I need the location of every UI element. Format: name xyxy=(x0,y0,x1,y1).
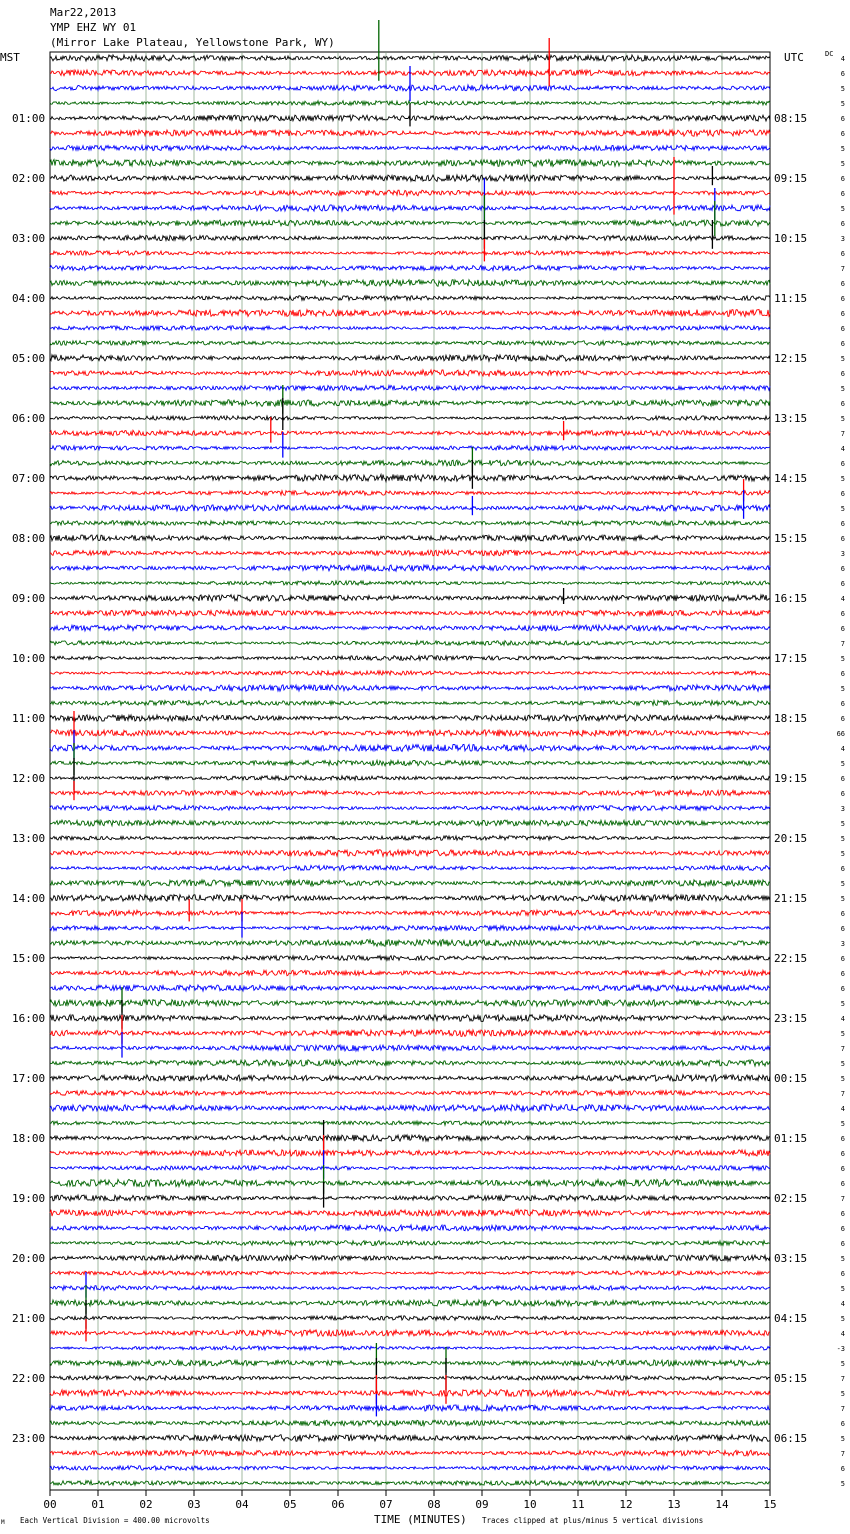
trace-line xyxy=(50,1420,770,1426)
header-date: Mar22,2013 xyxy=(50,6,117,19)
dc-offset-label: 5 xyxy=(840,1435,845,1443)
dc-offset-label: 6 xyxy=(840,1270,845,1278)
dc-offset-label: 7 xyxy=(840,1090,845,1098)
trace-line xyxy=(50,610,770,616)
left-hour-label: 05:00 xyxy=(12,352,46,365)
left-hour-label: 11:00 xyxy=(12,712,46,725)
trace-line xyxy=(50,430,770,435)
left-hour-label: 02:00 xyxy=(12,172,46,185)
dc-offset-label: 5 xyxy=(840,835,845,843)
dc-offset-label: 6 xyxy=(840,700,845,708)
dc-offset-label: 5 xyxy=(840,205,845,213)
dc-offset-label: 5 xyxy=(840,880,845,888)
dc-offset-label: 5 xyxy=(840,1480,845,1488)
dc-offset-labels xyxy=(837,55,845,1488)
trace-line xyxy=(50,1390,770,1397)
dc-offset-label: 5 xyxy=(840,1285,845,1293)
dc-offset-label: 5 xyxy=(840,685,845,693)
trace-line xyxy=(50,701,770,706)
dc-offset-label: 5 xyxy=(840,85,845,93)
dc-offset-label: 6 xyxy=(840,1420,845,1428)
trace-line xyxy=(50,296,770,301)
dc-offset-label: 4 xyxy=(840,1300,845,1308)
trace-line xyxy=(50,1241,770,1246)
dc-offset-label: 6 xyxy=(840,775,845,783)
right-hour-label: 02:15 xyxy=(774,1192,808,1205)
left-hour-label: 03:00 xyxy=(12,232,46,245)
dc-offset-label: 4 xyxy=(840,1015,845,1023)
trace-line xyxy=(50,744,770,751)
dc-offset-label: 6 xyxy=(840,520,845,528)
dc-offset-label: 5 xyxy=(840,850,845,858)
trace-line xyxy=(50,1210,770,1217)
trace-line xyxy=(50,341,770,345)
dc-offset-label: 6 xyxy=(840,1240,845,1248)
trace-line xyxy=(50,1271,770,1275)
trace-line xyxy=(50,671,770,675)
trace-line xyxy=(50,1481,770,1486)
right-hour-label: 10:15 xyxy=(774,232,808,245)
left-hour-label: 16:00 xyxy=(12,1012,46,1025)
dc-offset-label: 6 xyxy=(840,790,845,798)
dc-offset-label: 5 xyxy=(840,1000,845,1008)
dc-offset-label: 5 xyxy=(840,820,845,828)
trace-line xyxy=(50,205,770,211)
dc-offset-label: 5 xyxy=(840,415,845,423)
trace-line xyxy=(50,280,770,287)
dc-offset-label: 5 xyxy=(840,475,845,483)
dc-offset-label: 5 xyxy=(840,1075,845,1083)
trace-line xyxy=(50,760,770,765)
trace-line xyxy=(50,1316,770,1321)
trace-line xyxy=(50,446,770,451)
dc-offset-label: 6 xyxy=(840,625,845,633)
x-tick-label: 03 xyxy=(187,1498,201,1511)
right-hour-label: 06:15 xyxy=(774,1432,808,1445)
trace-line xyxy=(50,1435,770,1442)
dc-offset-label: 6 xyxy=(840,190,845,198)
left-hour-label: 22:00 xyxy=(12,1372,46,1385)
dc-offset-label: 4 xyxy=(840,1330,845,1338)
left-hour-label: 14:00 xyxy=(12,892,46,905)
trace-line xyxy=(50,491,770,496)
left-hour-label: 01:00 xyxy=(12,112,46,125)
corner-mark: M xyxy=(1,1519,5,1526)
dc-offset-label: 5 xyxy=(840,1360,845,1368)
left-hour-label: 07:00 xyxy=(12,472,46,485)
trace-line xyxy=(50,565,770,571)
right-hour-label: 03:15 xyxy=(774,1252,808,1265)
header-location: (Mirror Lake Plateau, Yellowstone Park, WY) xyxy=(50,36,335,49)
trace-line xyxy=(50,850,770,857)
dc-offset-label: 4 xyxy=(840,55,845,63)
left-hour-label: 12:00 xyxy=(12,772,46,785)
dc-offset-label: 7 xyxy=(840,430,845,438)
dc-offset-label: 4 xyxy=(840,745,845,753)
dc-offset-label: 6 xyxy=(840,340,845,348)
left-hour-label: 06:00 xyxy=(12,412,46,425)
trace-line xyxy=(50,866,770,871)
header-station: YMP EHZ WY 01 xyxy=(50,21,137,34)
trace-line xyxy=(50,535,770,541)
trace-line xyxy=(50,236,770,241)
trace-line xyxy=(50,1105,770,1112)
dc-offset-label: 7 xyxy=(840,265,845,273)
dc-offset-label: 6 xyxy=(840,970,845,978)
right-hour-label: 16:15 xyxy=(774,592,808,605)
trace-line xyxy=(50,1121,770,1125)
trace-line xyxy=(50,790,770,795)
trace-line xyxy=(50,715,770,721)
dc-offset-label: 5 xyxy=(840,1060,845,1068)
x-tick-label: 00 xyxy=(43,1498,57,1511)
x-tick-label: 07 xyxy=(379,1498,393,1511)
dc-offset-label: 5 xyxy=(840,1030,845,1038)
left-hour-label: 09:00 xyxy=(12,592,46,605)
left-hour-label: 23:00 xyxy=(12,1432,46,1445)
x-tick-label: 06 xyxy=(331,1498,345,1511)
dc-offset-label: 5 xyxy=(840,1120,845,1128)
trace-line xyxy=(50,190,770,196)
trace-line xyxy=(50,625,770,631)
trace-line xyxy=(50,1179,770,1186)
dc-offset-label: 6 xyxy=(840,580,845,588)
right-hour-label: 21:15 xyxy=(774,892,808,905)
trace-line xyxy=(50,1150,770,1156)
dc-label: DC xyxy=(825,50,834,58)
dc-offset-label: 6 xyxy=(840,1465,845,1473)
dc-offset-label: 5 xyxy=(840,355,845,363)
trace-line xyxy=(50,581,770,585)
x-tick-label: 02 xyxy=(139,1498,153,1511)
trace-line xyxy=(50,130,770,137)
right-hour-label: 15:15 xyxy=(774,532,808,545)
dc-offset-label: 6 xyxy=(840,535,845,543)
x-tick-label: 13 xyxy=(667,1498,681,1511)
dc-offset-label: 6 xyxy=(840,325,845,333)
trace-line xyxy=(50,776,770,780)
dc-offset-label: 6 xyxy=(840,565,845,573)
dc-offset-label: 6 xyxy=(840,910,845,918)
trace-line xyxy=(50,820,770,826)
scale-note: Each Vertical Division = 400.00 microvolts xyxy=(20,1516,210,1525)
trace-line xyxy=(50,220,770,226)
x-tick-label: 01 xyxy=(91,1498,105,1511)
trace-line xyxy=(50,355,770,361)
dc-offset-label: 6 xyxy=(840,130,845,138)
right-hour-label: 17:15 xyxy=(774,652,808,665)
trace-line xyxy=(50,416,770,420)
dc-offset-label: 6 xyxy=(840,865,845,873)
trace-line xyxy=(50,656,770,661)
dc-offset-label: 6 xyxy=(840,115,845,123)
seismic-traces xyxy=(50,55,770,1486)
trace-line xyxy=(50,641,770,646)
trace-line xyxy=(50,1330,770,1336)
left-hour-label: 20:00 xyxy=(12,1252,46,1265)
right-hour-label: 04:15 xyxy=(774,1312,808,1325)
dc-offset-label: 6 xyxy=(840,490,845,498)
trace-line xyxy=(50,730,770,737)
left-hour-label: 18:00 xyxy=(12,1132,46,1145)
trace-line xyxy=(50,55,770,61)
right-axis-label: UTC xyxy=(784,51,804,64)
trace-line xyxy=(50,370,770,376)
trace-line xyxy=(50,251,770,255)
right-hour-labels xyxy=(774,112,807,1445)
trace-line xyxy=(50,326,770,330)
trace-line xyxy=(50,1286,770,1291)
dc-offset-label: 6 xyxy=(840,400,845,408)
trace-line xyxy=(50,1360,770,1366)
trace-line xyxy=(50,595,770,602)
left-axis-label: MST xyxy=(0,51,20,64)
trace-line xyxy=(50,1450,770,1456)
trace-line xyxy=(50,385,770,390)
dc-offset-label: 6 xyxy=(840,1150,845,1158)
dc-offset-label: 3 xyxy=(840,805,845,813)
dc-offset-label: 7 xyxy=(840,1375,845,1383)
dc-offset-label: 6 xyxy=(840,280,845,288)
dc-offset-label: 5 xyxy=(840,760,845,768)
right-hour-label: 23:15 xyxy=(774,1012,808,1025)
x-tick-label: 08 xyxy=(427,1498,441,1511)
dc-offset-label: 5 xyxy=(840,145,845,153)
x-tick-label: 14 xyxy=(715,1498,729,1511)
trace-line xyxy=(50,1346,770,1350)
trace-line xyxy=(50,806,770,811)
left-hour-label: 19:00 xyxy=(12,1192,46,1205)
dc-offset-label: 6 xyxy=(840,220,845,228)
right-hour-label: 22:15 xyxy=(774,952,808,965)
trace-line xyxy=(50,956,770,961)
trace-line xyxy=(50,1376,770,1380)
dc-offset-label: 7 xyxy=(840,640,845,648)
dc-offset-label: 4 xyxy=(840,595,845,603)
trace-line xyxy=(50,1300,770,1306)
dc-offset-label: 5 xyxy=(840,1390,845,1398)
dc-offset-label: 6 xyxy=(840,370,845,378)
right-hour-label: 19:15 xyxy=(774,772,808,785)
right-hour-label: 05:15 xyxy=(774,1372,808,1385)
trace-line xyxy=(50,1255,770,1261)
trace-line xyxy=(50,175,770,182)
right-hour-label: 09:15 xyxy=(774,172,808,185)
left-hour-label: 13:00 xyxy=(12,832,46,845)
dc-offset-label: 3 xyxy=(840,235,845,243)
trace-line xyxy=(50,1030,770,1037)
trace-line xyxy=(50,521,770,526)
dc-offset-label: 7 xyxy=(840,1405,845,1413)
trace-line xyxy=(50,460,770,466)
left-hour-labels xyxy=(12,112,45,1445)
x-tick-label: 09 xyxy=(475,1498,489,1511)
trace-line xyxy=(50,940,770,947)
dc-offset-label: 5 xyxy=(840,160,845,168)
dc-offset-label: 6 xyxy=(840,70,845,78)
x-axis-ticks xyxy=(43,1490,776,1511)
trace-line xyxy=(50,1135,770,1141)
x-tick-label: 12 xyxy=(619,1498,633,1511)
dc-offset-label: 5 xyxy=(840,100,845,108)
x-tick-label: 15 xyxy=(763,1498,777,1511)
right-hour-label: 18:15 xyxy=(774,712,808,725)
dc-offset-label: 7 xyxy=(840,1195,845,1203)
trace-line xyxy=(50,1225,770,1231)
dc-offset-label: 5 xyxy=(840,655,845,663)
dc-offset-label: 6 xyxy=(840,310,845,318)
trace-line xyxy=(50,1195,770,1201)
left-hour-label: 15:00 xyxy=(12,952,46,965)
trace-line xyxy=(50,926,770,931)
trace-line xyxy=(50,145,770,150)
trace-line xyxy=(50,1045,770,1051)
right-hour-label: 11:15 xyxy=(774,292,808,305)
left-hour-label: 17:00 xyxy=(12,1072,46,1085)
dc-offset-label: 7 xyxy=(840,1450,845,1458)
trace-line xyxy=(50,685,770,691)
dc-offset-label: 6 xyxy=(840,610,845,618)
left-hour-label: 04:00 xyxy=(12,292,46,305)
left-hour-label: 08:00 xyxy=(12,532,46,545)
dc-offset-label: 6 xyxy=(840,670,845,678)
dc-offset-label: 7 xyxy=(840,1045,845,1053)
trace-line xyxy=(50,474,770,481)
right-hour-label: 20:15 xyxy=(774,832,808,845)
right-hour-label: 01:15 xyxy=(774,1132,808,1145)
right-hour-label: 13:15 xyxy=(774,412,808,425)
right-hour-label: 08:15 xyxy=(774,112,808,125)
trace-line xyxy=(50,1405,770,1411)
dc-offset-label: 6 xyxy=(840,955,845,963)
dc-offset-label: 6 xyxy=(840,1210,845,1218)
trace-line xyxy=(50,1166,770,1170)
dc-offset-label: 5 xyxy=(840,385,845,393)
right-hour-label: 14:15 xyxy=(774,472,808,485)
dc-offset-label: 6 xyxy=(840,1180,845,1188)
x-axis-title: TIME (MINUTES) xyxy=(374,1513,467,1526)
clip-note: Traces clipped at plus/minus 5 vertical divisions xyxy=(482,1516,704,1525)
trace-line xyxy=(50,310,770,317)
dc-offset-label: 6 xyxy=(840,460,845,468)
dc-offset-label: 6 xyxy=(840,1165,845,1173)
trace-line xyxy=(50,895,770,902)
dc-offset-label: 3 xyxy=(840,940,845,948)
trace-line xyxy=(50,1466,770,1471)
x-tick-label: 10 xyxy=(523,1498,537,1511)
left-hour-label: 10:00 xyxy=(12,652,46,665)
trace-line xyxy=(50,1091,770,1096)
dc-offset-label: 6 xyxy=(840,1225,845,1233)
dc-offset-label: 6 xyxy=(840,715,845,723)
dc-offset-label: 5 xyxy=(840,1255,845,1263)
dc-offset-label: -3 xyxy=(836,1345,845,1353)
trace-line xyxy=(50,1015,770,1022)
dc-offset-label: 5 xyxy=(840,895,845,903)
dc-offset-label: 6 xyxy=(840,295,845,303)
dc-offset-label: 6 xyxy=(840,250,845,258)
dc-offset-label: 5 xyxy=(840,505,845,513)
x-tick-label: 05 xyxy=(283,1498,297,1511)
dc-offset-label: 66 xyxy=(836,730,845,738)
x-tick-label: 11 xyxy=(571,1498,585,1511)
trace-line xyxy=(50,505,770,511)
trace-line xyxy=(50,265,770,270)
dc-offset-label: 6 xyxy=(840,175,845,183)
trace-line xyxy=(50,880,770,886)
trace-line xyxy=(50,400,770,407)
trace-line xyxy=(50,160,770,167)
x-tick-label: 04 xyxy=(235,1498,249,1511)
dc-offset-label: 4 xyxy=(840,1105,845,1113)
trace-line xyxy=(50,1060,770,1066)
trace-line xyxy=(50,970,770,976)
dc-offset-label: 6 xyxy=(840,1135,845,1143)
dc-offset-label: 4 xyxy=(840,445,845,453)
dc-offset-label: 3 xyxy=(840,550,845,558)
trace-line xyxy=(50,910,770,916)
trace-line xyxy=(50,1000,770,1007)
dc-offset-label: 6 xyxy=(840,925,845,933)
trace-line xyxy=(50,836,770,841)
trace-line xyxy=(50,985,770,991)
dc-offset-label: 6 xyxy=(840,985,845,993)
right-hour-label: 00:15 xyxy=(774,1072,808,1085)
left-hour-label: 21:00 xyxy=(12,1312,46,1325)
right-hour-label: 12:15 xyxy=(774,352,808,365)
trace-line xyxy=(50,550,770,556)
dc-offset-label: 5 xyxy=(840,1315,845,1323)
trace-line xyxy=(50,1075,770,1081)
